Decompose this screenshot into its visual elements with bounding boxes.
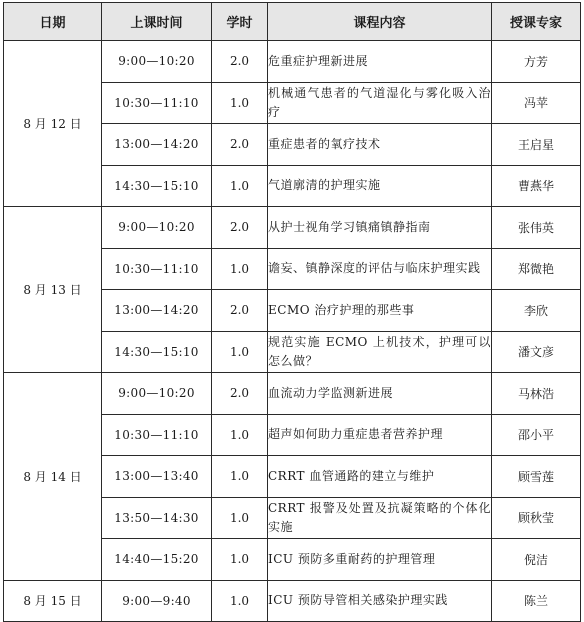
credit-cell: 2.0 <box>212 41 268 83</box>
content-cell: CRRT 血管通路的建立与维护 <box>268 456 492 498</box>
teacher-cell: 顾秋莹 <box>492 497 581 539</box>
content-cell: 气道廓清的护理实施 <box>268 165 492 207</box>
teacher-cell: 冯苹 <box>492 82 581 124</box>
credit-cell: 1.0 <box>212 580 268 622</box>
time-cell: 9:00—9:40 <box>102 580 212 622</box>
teacher-cell: 倪洁 <box>492 539 581 581</box>
header-date: 日期 <box>4 3 102 41</box>
credit-cell: 2.0 <box>212 207 268 249</box>
time-cell: 13:00—14:20 <box>102 290 212 332</box>
teacher-cell: 李欣 <box>492 290 581 332</box>
course-schedule-table <box>3 2 581 622</box>
credit-cell: 1.0 <box>212 248 268 290</box>
credit-cell: 1.0 <box>212 539 268 581</box>
content-cell: ICU 预防导管相关感染护理实践 <box>268 580 492 622</box>
credit-cell: 1.0 <box>212 456 268 498</box>
content-cell: ICU 预防多重耐药的护理管理 <box>268 539 492 581</box>
content-cell: 从护士视角学习镇痛镇静指南 <box>268 207 492 249</box>
table-row <box>4 580 581 622</box>
time-cell: 9:00—10:20 <box>102 207 212 249</box>
table-row <box>4 207 581 249</box>
content-cell: 超声如何助力重症患者营养护理 <box>268 414 492 456</box>
teacher-cell: 郑微艳 <box>492 248 581 290</box>
header-row <box>4 3 581 41</box>
credit-cell: 2.0 <box>212 124 268 166</box>
table-row <box>4 41 581 83</box>
time-cell: 9:00—10:20 <box>102 41 212 83</box>
time-cell: 14:30—15:10 <box>102 165 212 207</box>
time-cell: 13:50—14:30 <box>102 497 212 539</box>
teacher-cell: 陈兰 <box>492 580 581 622</box>
credit-cell: 1.0 <box>212 82 268 124</box>
time-cell: 13:00—13:40 <box>102 456 212 498</box>
content-cell: 规范实施 ECMO 上机技术，护理可以怎么做？ <box>268 331 492 373</box>
credit-cell: 2.0 <box>212 290 268 332</box>
date-cell: 8 月 13 日 <box>4 207 102 373</box>
teacher-cell: 曹燕华 <box>492 165 581 207</box>
credit-cell: 2.0 <box>212 373 268 415</box>
teacher-cell: 邵小平 <box>492 414 581 456</box>
teacher-cell: 潘文彦 <box>492 331 581 373</box>
time-cell: 10:30—11:10 <box>102 414 212 456</box>
teacher-cell: 王启星 <box>492 124 581 166</box>
time-cell: 14:40—15:20 <box>102 539 212 581</box>
content-cell: 血流动力学监测新进展 <box>268 373 492 415</box>
content-cell: ECMO 治疗护理的那些事 <box>268 290 492 332</box>
table-body <box>4 41 581 622</box>
time-cell: 10:30—11:10 <box>102 248 212 290</box>
content-cell: 谵妄、镇静深度的评估与临床护理实践 <box>268 248 492 290</box>
content-cell: CRRT 报警及处置及抗凝策略的个体化实施 <box>268 497 492 539</box>
credit-cell: 1.0 <box>212 331 268 373</box>
date-cell: 8 月 15 日 <box>4 580 102 622</box>
credit-cell: 1.0 <box>212 497 268 539</box>
header-time: 上课时间 <box>102 3 212 41</box>
header-content: 课程内容 <box>268 3 492 41</box>
table-row <box>4 373 581 415</box>
teacher-cell: 方芳 <box>492 41 581 83</box>
header-teacher: 授课专家 <box>492 3 581 41</box>
content-cell: 重症患者的氧疗技术 <box>268 124 492 166</box>
credit-cell: 1.0 <box>212 165 268 207</box>
time-cell: 14:30—15:10 <box>102 331 212 373</box>
time-cell: 13:00—14:20 <box>102 124 212 166</box>
table-header <box>4 3 581 41</box>
time-cell: 9:00—10:20 <box>102 373 212 415</box>
date-cell: 8 月 12 日 <box>4 41 102 207</box>
date-cell: 8 月 14 日 <box>4 373 102 581</box>
teacher-cell: 顾雪莲 <box>492 456 581 498</box>
time-cell: 10:30—11:10 <box>102 82 212 124</box>
teacher-cell: 马林浩 <box>492 373 581 415</box>
content-cell: 机械通气患者的气道湿化与雾化吸入治疗 <box>268 82 492 124</box>
credit-cell: 1.0 <box>212 414 268 456</box>
header-credit: 学时 <box>212 3 268 41</box>
teacher-cell: 张伟英 <box>492 207 581 249</box>
content-cell: 危重症护理新进展 <box>268 41 492 83</box>
